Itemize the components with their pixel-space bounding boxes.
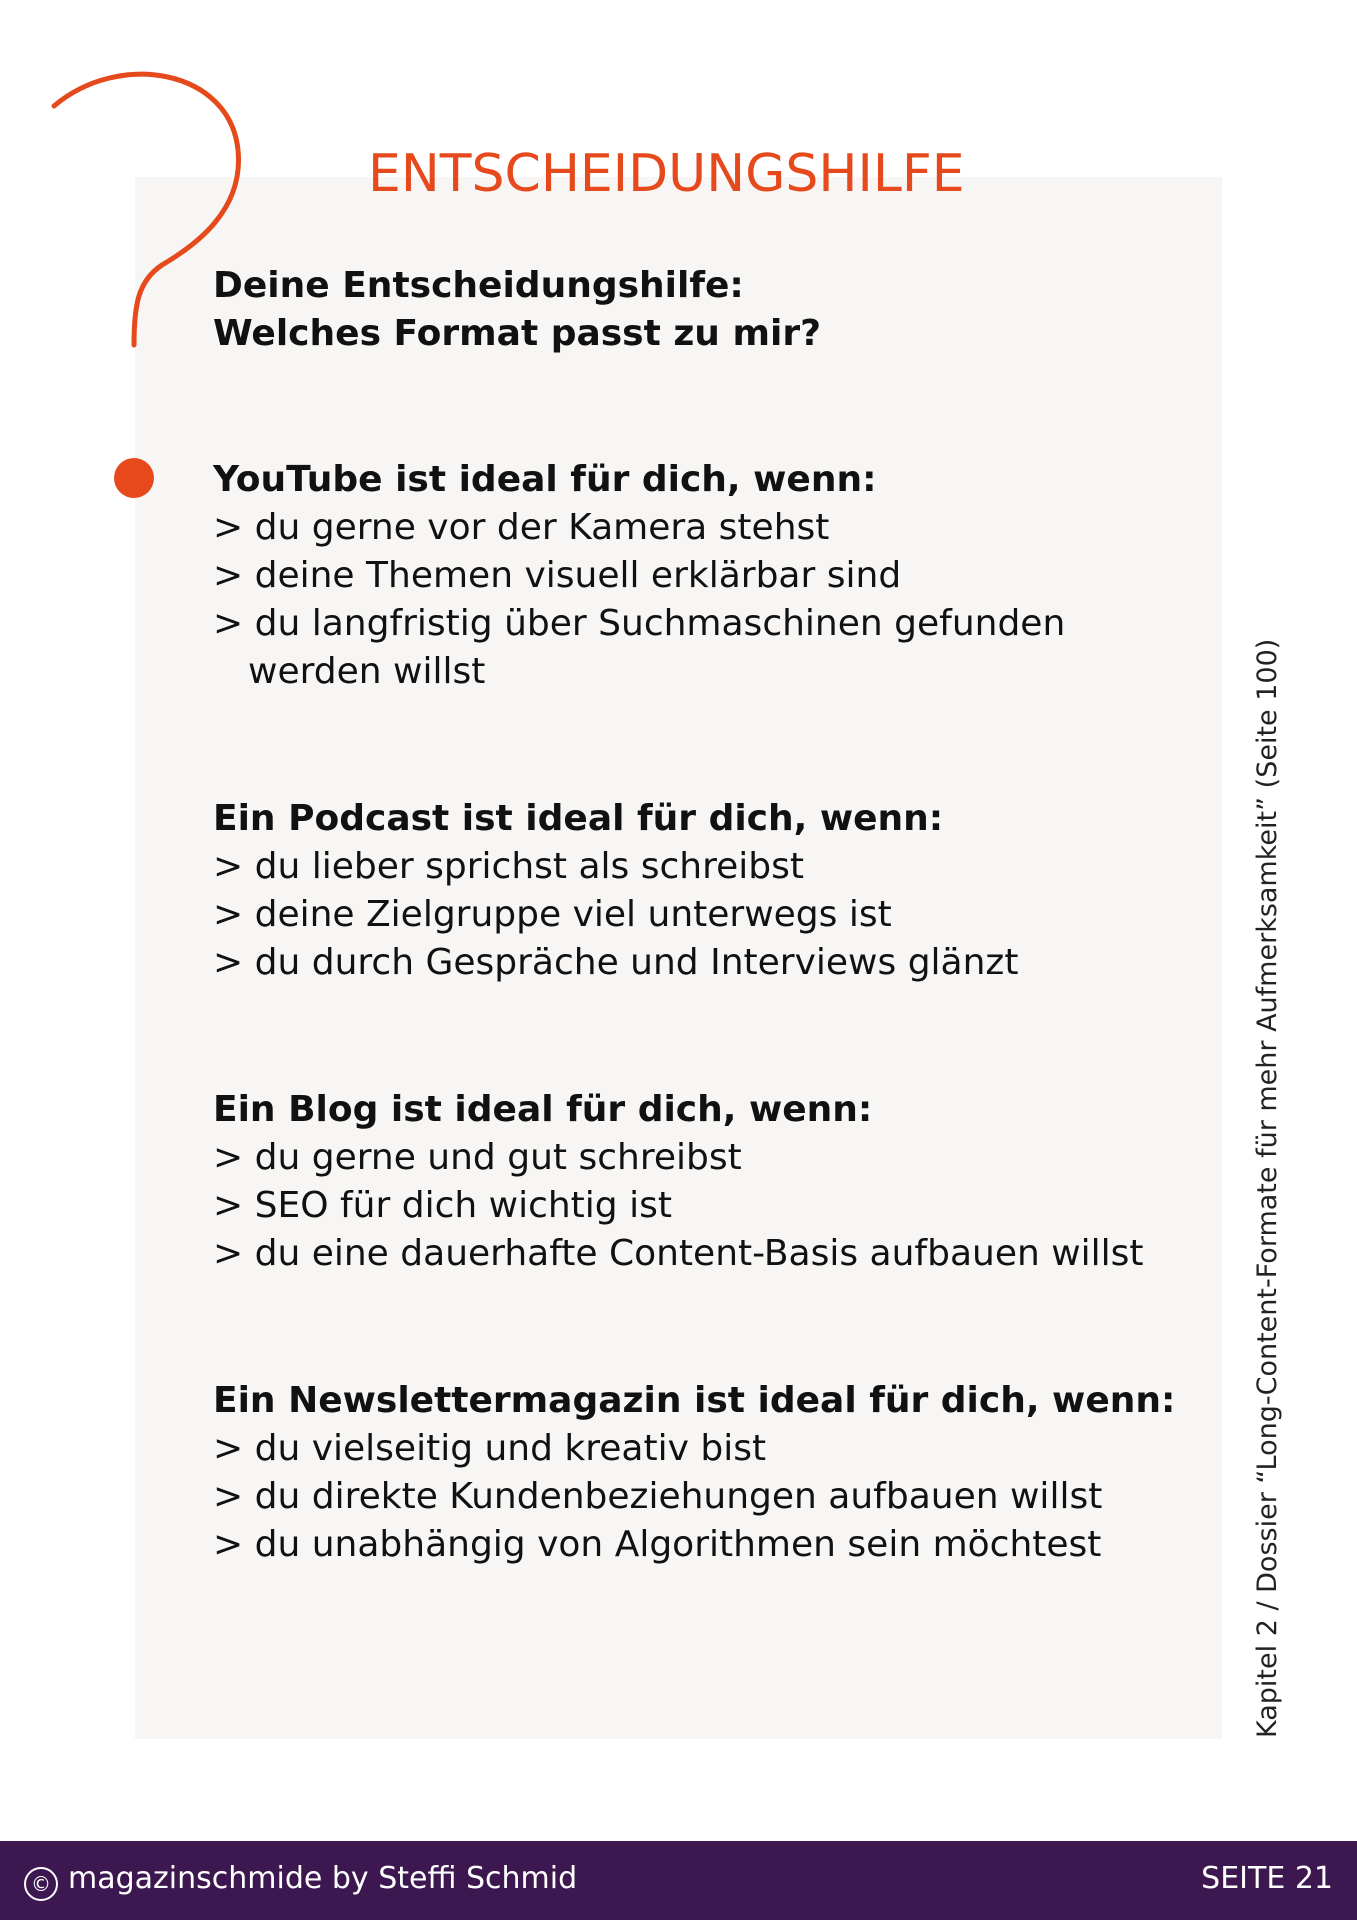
bullet-list: [213, 1134, 1173, 1278]
intro-heading: [213, 262, 1113, 358]
question-mark-curve: [54, 74, 239, 345]
section-youtube: [213, 456, 1173, 696]
list-item: > deine Zielgruppe viel unterwegs ist: [213, 894, 892, 935]
bullet-dot-icon: [114, 458, 154, 498]
bullet-list: [213, 843, 1173, 987]
section-heading: Ein Newslettermagazin ist ideal für dich, wenn:: [213, 1380, 1176, 1421]
list-item: > du unabhängig von Algorithmen sein möchtest: [213, 1524, 1102, 1565]
copyright-icon: ©: [24, 1867, 58, 1901]
section-heading: Ein Podcast ist ideal für dich, wenn:: [213, 798, 944, 839]
section-heading: YouTube ist ideal für dich, wenn:: [213, 459, 877, 500]
section-newslettermagazin: [213, 1377, 1176, 1569]
page-number: SEITE 21: [1201, 1861, 1333, 1896]
section-blog: [213, 1086, 1173, 1278]
list-item: > du langfristig über Suchmaschinen gefunden werden willst: [213, 603, 1066, 692]
chapter-sidebar-text: Kapitel 2 / Dossier “Long-Content-Formate für mehr Aufmerksamkeit” (Seite 100): [1252, 638, 1283, 1738]
list-item: > du lieber sprichst als schreibst: [213, 846, 804, 887]
question-mark-decoration: [0, 0, 300, 520]
intro-line-2: Welches Format passt zu mir?: [213, 313, 821, 354]
footer-brand: magazinschmide by Steffi Schmid: [68, 1861, 578, 1896]
section-heading: Ein Blog ist ideal für dich, wenn:: [213, 1089, 873, 1130]
bullet-list: [213, 1425, 1173, 1569]
bullet-list: [213, 504, 1173, 696]
list-item: > du direkte Kundenbeziehungen aufbauen willst: [213, 1476, 1103, 1517]
list-item: > du durch Gespräche und Interviews glänzt: [213, 942, 1019, 983]
list-item: > du eine dauerhafte Content-Basis aufbauen willst: [213, 1233, 1144, 1274]
section-podcast: [213, 795, 1173, 987]
list-item: > SEO für dich wichtig ist: [213, 1185, 672, 1226]
footer-bar: [0, 1841, 1357, 1920]
intro-line-1: Deine Entscheidungshilfe:: [213, 265, 744, 306]
page-title: ENTSCHEIDUNGSHILFE: [368, 144, 965, 204]
list-item: > du gerne und gut schreibst: [213, 1137, 742, 1178]
list-item: > du gerne vor der Kamera stehst: [213, 507, 830, 548]
footer-copyright: [24, 1861, 577, 1901]
list-item: > deine Themen visuell erklärbar sind: [213, 555, 902, 596]
list-item: > du vielseitig und kreativ bist: [213, 1428, 767, 1469]
